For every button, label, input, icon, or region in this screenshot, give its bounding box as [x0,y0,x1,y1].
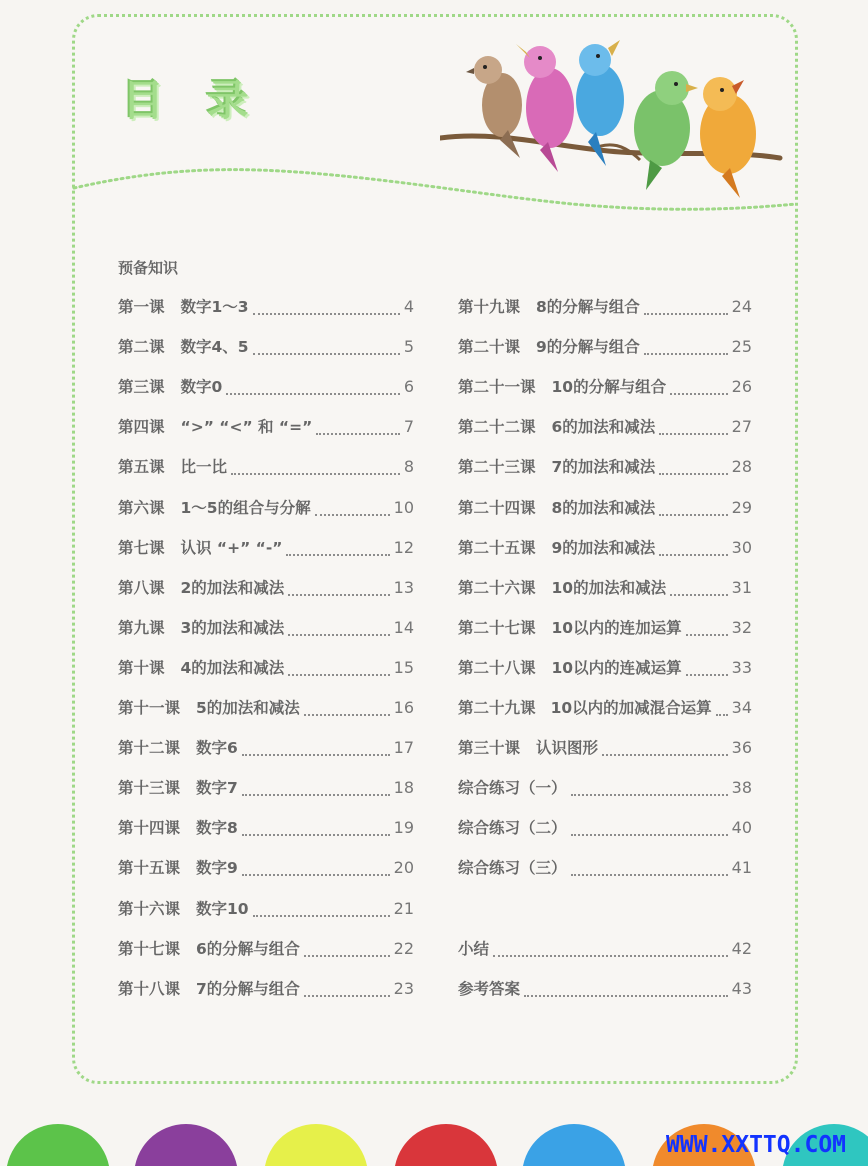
toc-entry[interactable] [118,295,414,319]
toc-page-number: 25 [731,337,752,356]
toc-page-number: 40 [731,818,752,837]
toc-leader-dots [644,312,728,315]
purple-bubble [134,1124,238,1166]
toc-leader-dots [644,352,728,355]
toc-leader-dots [659,432,727,435]
toc-entry[interactable] [118,536,414,560]
toc-page-number: 18 [393,778,414,797]
toc-page-number: 36 [731,738,752,757]
toc-lesson-number: 第四课 [118,418,165,436]
toc-entry[interactable] [118,856,414,880]
toc-lesson-number: 综合练习（二） [458,819,567,837]
toc-page-number: 7 [403,417,414,436]
green-bird [634,71,698,190]
toc-leader-dots [524,994,728,997]
toc-leader-dots [316,432,400,435]
toc-entry[interactable] [118,977,414,1001]
toc-page-number: 15 [393,658,414,677]
toc-lesson-title: 9的分解与组合 [536,338,640,356]
toc-leader-dots [253,914,390,917]
toc-lesson-number: 第六课 [118,499,165,517]
toc-lesson-title: “>” “<” 和 “=” [180,418,313,436]
toc-lesson-number: 第十四课 [118,819,181,837]
toc-page-number: 14 [393,618,414,637]
toc-page-number: 19 [393,818,414,837]
toc-lesson-number: 第二十二课 [458,418,536,436]
toc-lesson-number: 第八课 [118,579,165,597]
toc-entry[interactable] [458,576,752,600]
green-bubble [6,1124,110,1166]
toc-entry[interactable] [458,496,752,520]
toc-entry[interactable] [458,616,752,640]
toc-lesson-title: 数字6 [196,739,238,757]
toc-leader-dots [670,593,728,596]
toc-page-number: 41 [731,858,752,877]
toc-lesson-number: 第十七课 [118,940,181,958]
toc-lesson-title: 1～5的组合与分解 [180,499,311,517]
toc-lesson-title: 10以内的连加运算 [551,619,682,637]
toc-page-number: 16 [393,698,414,717]
watermark: WWW.XXTTQ.COM [666,1132,847,1158]
toc-lesson-number: 第二十课 [458,338,521,356]
toc-lesson-number: 第十一课 [118,699,181,717]
yellow-bubble [264,1124,368,1166]
toc-entry[interactable] [458,656,752,680]
toc-lesson-title: 7的加法和减法 [551,458,656,476]
toc-lesson-number: 第三十课 [458,739,521,757]
toc-page-number: 33 [731,658,752,677]
toc-leader-dots [716,713,728,716]
toc-leader-dots [571,833,728,836]
toc-entry[interactable] [118,616,414,640]
toc-page-number: 31 [731,578,752,597]
toc-leader-dots [602,753,728,756]
toc-leader-dots [286,553,389,556]
toc-leader-dots [304,713,390,716]
toc-entry[interactable] [458,776,752,800]
toc-lesson-title: 10以内的连减运算 [551,659,682,677]
toc-entry[interactable] [118,415,414,439]
toc-entry[interactable] [118,736,414,760]
toc-leader-dots [304,994,390,997]
toc-lesson-number: 第十三课 [118,779,181,797]
toc-lesson-number: 第十六课 [118,900,181,918]
toc-entry[interactable] [118,496,414,520]
toc-lesson-number: 第二十一课 [458,378,536,396]
toc-leader-dots [253,312,400,315]
toc-lesson-number: 第二十九课 [458,699,536,717]
toc-lesson-title: 数字8 [196,819,238,837]
birds-illustration [440,30,785,210]
toc-leader-dots [659,513,727,516]
toc-lesson-title: 2的加法和减法 [180,579,285,597]
toc-leader-dots [686,673,728,676]
toc-entry[interactable] [118,375,414,399]
toc-lesson-number: 第七课 [118,539,165,557]
toc-lesson-number: 第十课 [118,659,165,677]
toc-page-number: 34 [731,698,752,717]
toc-leader-dots [670,392,728,395]
toc-entry[interactable] [458,977,752,1001]
toc-page-number: 13 [393,578,414,597]
toc-leader-dots [288,593,389,596]
toc-lesson-title: 9的加法和减法 [551,539,656,557]
toc-lesson-number: 第五课 [118,458,165,476]
toc-leader-dots [304,954,390,957]
toc-entry[interactable] [458,455,752,479]
toc-page-number: 28 [731,457,752,476]
toc-lesson-number: 综合练习（三） [458,859,567,877]
toc-entry[interactable] [458,536,752,560]
toc-lesson-title: 10的分解与组合 [551,378,667,396]
page-title: 目 录 [122,76,263,125]
toc-lesson-title: 5的加法和减法 [196,699,300,717]
toc-lesson-number: 第三课 [118,378,165,396]
toc-leader-dots [288,673,389,676]
toc-lesson-title: 4的加法和减法 [180,659,285,677]
toc-lesson-number: 第十五课 [118,859,181,877]
toc-page-number: 22 [393,939,414,958]
toc-lesson-number: 第二课 [118,338,165,356]
toc-lesson-title: 数字4、5 [180,338,249,356]
blue-bubble [522,1124,626,1166]
toc-page-number: 38 [731,778,752,797]
toc-page-number: 6 [403,377,414,396]
toc-leader-dots [231,472,400,475]
toc-leader-dots [659,553,727,556]
toc-leader-dots [493,954,728,957]
red-bubble [394,1124,498,1166]
toc-lesson-title: 6的分解与组合 [196,940,300,958]
toc-lesson-number: 第二十八课 [458,659,536,677]
toc-entry[interactable] [118,816,414,840]
toc-page-number: 27 [731,417,752,436]
toc-lesson-title: 8的加法和减法 [551,499,656,517]
toc-lesson-title: 8的分解与组合 [536,298,640,316]
toc-page-number: 20 [393,858,414,877]
toc-lesson-number: 小结 [458,940,490,958]
toc-entry[interactable] [458,816,752,840]
toc-lesson-number: 第二十四课 [458,499,536,517]
toc-entry[interactable] [118,335,414,359]
toc-entry[interactable] [458,856,752,880]
toc-lesson-number: 综合练习（一） [458,779,567,797]
toc-entry[interactable] [458,335,752,359]
toc-lesson-title: 10的加法和减法 [551,579,667,597]
toc-lesson-title: 数字7 [196,779,238,797]
toc-entry[interactable] [118,455,414,479]
pink-bird [516,44,574,172]
toc-leader-dots [315,513,390,516]
toc-lesson-title: 认识图形 [536,739,599,757]
toc-lesson-title: 10以内的加减混合运算 [550,699,712,717]
toc-lesson-number: 第十二课 [118,739,181,757]
toc-page-number: 42 [731,939,752,958]
brown-bird [466,56,522,158]
toc-lesson-number: 参考答案 [458,980,521,998]
toc-lesson-title: 数字1～3 [180,298,249,316]
toc-page-number: 17 [393,738,414,757]
toc-lesson-title: 比一比 [180,458,228,476]
toc-lesson-title: 数字9 [196,859,238,877]
toc-page-number: 26 [731,377,752,396]
toc-entry[interactable] [458,937,752,961]
toc-entry[interactable] [118,696,414,720]
toc-page-number: 8 [403,457,414,476]
toc-page-number: 24 [731,297,752,316]
toc-page-number: 23 [393,979,414,998]
toc-entry[interactable] [118,776,414,800]
toc-lesson-title: 数字0 [180,378,223,396]
toc-entry[interactable] [458,375,752,399]
toc-entry[interactable] [118,897,414,921]
toc-leader-dots [242,833,390,836]
toc-leader-dots [242,793,390,796]
toc-lesson-number: 第二十五课 [458,539,536,557]
toc-lesson-title: 数字10 [196,900,249,918]
toc-page-number: 12 [393,538,414,557]
toc-lesson-title: 3的加法和减法 [180,619,285,637]
toc-page-number: 10 [393,498,414,517]
toc-lesson-number: 第十九课 [458,298,521,316]
toc-entry[interactable] [118,576,414,600]
toc-lesson-title: 6的加法和减法 [551,418,656,436]
toc-entry[interactable] [458,696,752,720]
toc-lesson-number: 第一课 [118,298,165,316]
toc-page-number: 29 [731,498,752,517]
toc-lesson-title: 7的分解与组合 [196,980,300,998]
toc-leader-dots [288,633,389,636]
toc-entry[interactable] [458,295,752,319]
toc-lesson-number: 第二十七课 [458,619,536,637]
toc-page-number: 43 [731,979,752,998]
toc-leader-dots [242,873,390,876]
toc-entry[interactable] [118,656,414,680]
toc-lesson-number: 第二十三课 [458,458,536,476]
toc-leader-dots [571,873,728,876]
toc-lesson-number: 第二十六课 [458,579,536,597]
toc-page-number: 4 [403,297,414,316]
toc-lesson-number: 第十八课 [118,980,181,998]
toc-leader-dots [571,793,728,796]
toc-lesson-number: 第九课 [118,619,165,637]
orange-bird [700,77,756,198]
toc-leader-dots [686,633,728,636]
toc-entry[interactable] [458,415,752,439]
toc-page-number: 30 [731,538,752,557]
toc-page-number: 32 [731,618,752,637]
toc-leader-dots [226,392,400,395]
toc-page-number: 5 [403,337,414,356]
section-preparation-knowledge: 预备知识 [118,259,179,277]
toc-leader-dots [659,472,727,475]
toc-lesson-title: 认识 “+” “-” [180,539,283,557]
toc-leader-dots [242,753,390,756]
toc-leader-dots [253,352,400,355]
toc-entry[interactable] [458,736,752,760]
toc-entry[interactable] [118,937,414,961]
toc-page-number: 21 [393,899,414,918]
